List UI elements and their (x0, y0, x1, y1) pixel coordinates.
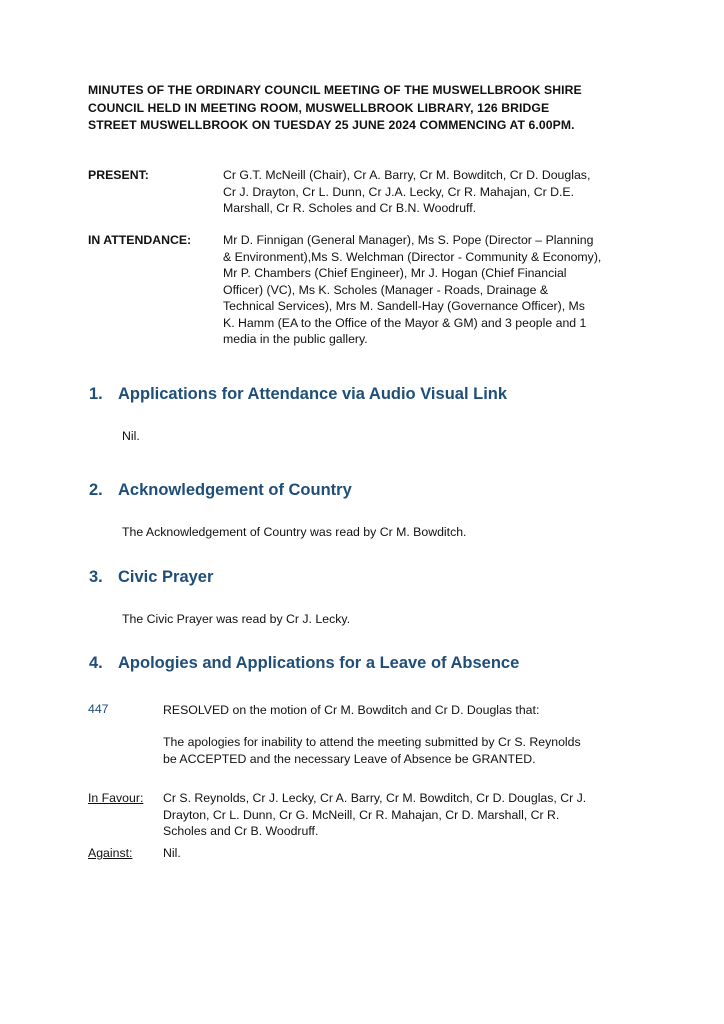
in-favour-line: Cr S. Reynolds, Cr J. Lecky, Cr A. Barry, Cr M. Bowditch, Cr D. Douglas, Cr J. (163, 791, 587, 805)
in-favour-line: Scholes and Cr B. Woodruff. (163, 824, 319, 838)
resolution-body-line: The apologies for inability to attend the meeting submitted by Cr S. Reynolds (163, 735, 581, 749)
section-body: The Acknowledgement of Country was read by Cr M. Bowditch. (122, 525, 467, 539)
section-heading-audio-visual (89, 385, 507, 404)
section-number: 3. (89, 568, 103, 586)
section-heading-apologies (89, 654, 519, 673)
section-title: Acknowledgement of Country (118, 481, 352, 499)
resolution-body-line: be ACCEPTED and the necessary Leave of Absence be GRANTED. (163, 751, 536, 766)
present-label: PRESENT: (88, 168, 149, 182)
section-body: Nil. (122, 429, 140, 443)
section-number: 2. (89, 481, 103, 499)
resolution-body (163, 734, 581, 767)
in-favour-line: Drayton, Cr L. Dunn, Cr G. McNeill, Cr R. Mahajan, Cr D. Marshall, Cr R. (163, 807, 560, 822)
attendance-line: Officer) (VC), Ms K. Scholes (Manager - Roads, Drainage & (223, 282, 549, 297)
section-body: The Civic Prayer was read by Cr J. Lecky. (122, 612, 351, 626)
attendance-label: IN ATTENDANCE: (88, 233, 192, 247)
present-line: Cr G.T. McNeill (Chair), Cr A. Barry, Cr M. Bowditch, Cr D. Douglas, (223, 168, 591, 182)
title-line: STREET MUSWELLBROOK ON TUESDAY 25 JUNE 2024 COMMENCING AT 6.00PM. (88, 118, 575, 132)
attendance-line: K. Hamm (EA to the Office of the Mayor & GM) and 3 people and 1 (223, 315, 587, 330)
attendance-list (223, 232, 643, 348)
present-line: Cr J. Drayton, Cr L. Dunn, Cr J.A. Lecky, Cr R. Mahajan, Cr D.E. (223, 184, 575, 199)
against-label: Against: (88, 846, 133, 860)
section-title: Applications for Attendance via Audio Visual Link (118, 385, 508, 403)
present-line: Marshall, Cr R. Scholes and Cr B.N. Woodruff. (223, 201, 477, 215)
title-line: COUNCIL HELD IN MEETING ROOM, MUSWELLBROOK LIBRARY, 126 BRIDGE (88, 100, 550, 115)
attendance-line: Mr D. Finnigan (General Manager), Ms S. Pope (Director – Planning (223, 233, 594, 247)
section-number: 1. (89, 385, 103, 403)
attendance-line: Technical Services), Mrs M. Sandell-Hay (Governance Officer), Ms (223, 299, 585, 313)
title-line: MINUTES OF THE ORDINARY COUNCIL MEETING OF THE MUSWELLBROOK SHIRE (88, 83, 582, 97)
minutes-title (88, 82, 648, 135)
attendance-line: & Environment),Ms S. Welchman (Director - Community & Economy), (223, 249, 602, 264)
in-favour-list (163, 790, 643, 840)
section-number: 4. (89, 654, 103, 672)
section-heading-civic-prayer (89, 568, 213, 587)
section-heading-acknowledgement (89, 481, 352, 500)
against-text: Nil. (163, 846, 181, 860)
resolution-number: 447 (88, 702, 109, 716)
section-title: Apologies and Applications for a Leave of Absence (118, 654, 520, 672)
resolution-motion: RESOLVED on the motion of Cr M. Bowditch and Cr D. Douglas that: (163, 703, 540, 717)
section-title: Civic Prayer (118, 568, 214, 586)
attendance-line: Mr P. Chambers (Chief Engineer), Mr J. Hogan (Chief Financial (223, 266, 567, 280)
against-list (163, 845, 643, 862)
attendance-line: media in the public gallery. (223, 332, 368, 346)
present-list (223, 167, 643, 217)
in-favour-label: In Favour: (88, 791, 144, 805)
